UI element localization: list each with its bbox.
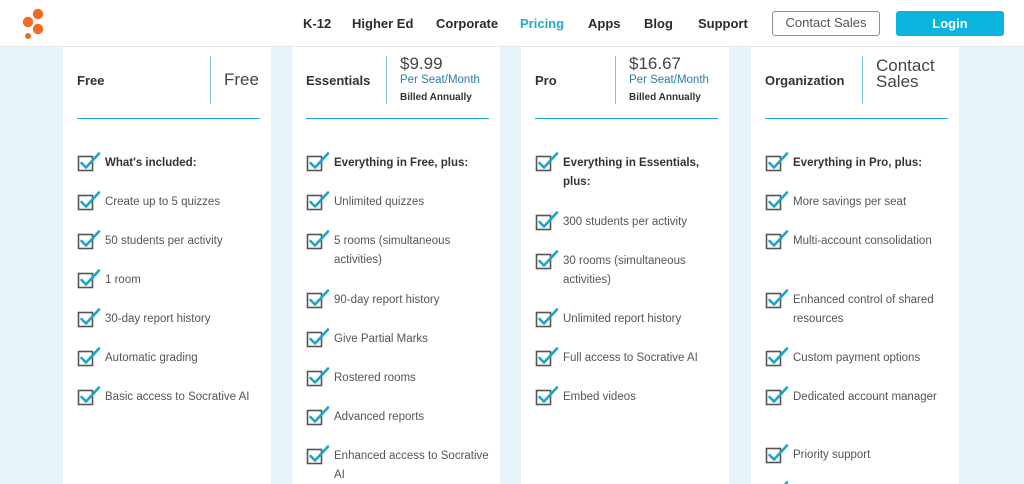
- checkbox-check-icon: [535, 385, 559, 407]
- feature-text: Priority support: [793, 449, 871, 461]
- plan-name: Pro: [535, 73, 557, 88]
- checkbox-check-icon: [535, 151, 559, 173]
- feature-text: Create up to 5 quizzes: [105, 196, 221, 208]
- feature-text: Basic access to Socrative AI: [105, 391, 250, 403]
- checkbox-check-icon: [306, 151, 330, 173]
- socrative-logo-icon[interactable]: [20, 7, 46, 39]
- feature-text: Automatic grading: [105, 352, 198, 364]
- feature-text: Give Partial Marks: [334, 333, 428, 345]
- feature-text: Embed videos: [563, 391, 636, 403]
- feature-text: Multi-account consolidation: [793, 235, 932, 247]
- feature-text: Everything in Pro, plus:: [793, 157, 923, 169]
- checkbox-check-icon: [77, 385, 101, 407]
- plan-name: Essentials: [306, 73, 371, 88]
- feature-text: Everything in Essentials, plus:: [563, 157, 700, 188]
- checkbox-check-icon: [765, 151, 789, 173]
- plan-card-pro: [521, 47, 729, 484]
- checkbox-check-icon: [535, 249, 559, 271]
- feature-text: Full access to Socrative AI: [563, 352, 698, 364]
- checkbox-check-icon: [535, 307, 559, 329]
- checkbox-check-icon: [306, 190, 330, 212]
- feature-text: 1 room: [105, 274, 141, 286]
- checkbox-check-icon: [77, 346, 101, 368]
- divider: [386, 56, 387, 104]
- top-navbar: [0, 0, 1024, 47]
- checkbox-check-icon: [535, 210, 559, 232]
- feature-text: Rostered rooms: [334, 372, 416, 384]
- feature-text: More savings per seat: [793, 196, 907, 208]
- divider: [862, 56, 863, 104]
- checkbox-check-icon: [765, 288, 789, 310]
- feature-text: Everything in Free, plus:: [334, 157, 469, 169]
- divider: [210, 56, 211, 104]
- nav-k12[interactable]: K-12: [303, 16, 332, 31]
- plan-card-essentials: [292, 47, 500, 484]
- checkbox-check-icon: [765, 229, 789, 251]
- feature-text: Dedicated account manager: [793, 391, 937, 403]
- checkbox-check-icon: [306, 288, 330, 310]
- checkbox-check-icon: [77, 307, 101, 329]
- plan-price: $16.67: [629, 54, 681, 73]
- checkbox-check-icon: [306, 327, 330, 349]
- login-button[interactable]: Login: [896, 11, 1004, 36]
- checkbox-check-icon: [306, 229, 330, 251]
- divider: [306, 118, 489, 119]
- feature-text: Advanced reports: [334, 411, 425, 423]
- plan-price: Free: [224, 70, 259, 89]
- feature-text: Unlimited quizzes: [334, 196, 425, 208]
- contact-sales-button[interactable]: Contact Sales: [772, 11, 880, 36]
- checkbox-check-icon: [306, 444, 330, 466]
- feature-text: 300 students per activity: [563, 216, 688, 228]
- feature-text: What's included:: [105, 157, 197, 169]
- checkbox-check-icon: [77, 229, 101, 251]
- nav-support[interactable]: Support: [698, 16, 748, 31]
- nav-corporate[interactable]: Corporate: [436, 16, 499, 31]
- feature-text: Enhanced access to Socrative AI: [334, 450, 489, 481]
- price-unit: Per Seat/Month: [400, 74, 480, 86]
- plan-card-free: [63, 47, 271, 484]
- checkbox-check-icon: [77, 268, 101, 290]
- nav-pricing[interactable]: Pricing: [520, 16, 565, 31]
- divider: [765, 118, 948, 119]
- checkbox-check-icon: [306, 405, 330, 427]
- plan-price: Contact Sales: [876, 56, 935, 91]
- price-unit: Per Seat/Month: [629, 74, 709, 86]
- checkbox-check-icon: [765, 385, 789, 407]
- plan-card-organization: [751, 47, 959, 484]
- plan-name: Free: [77, 73, 105, 88]
- checkbox-check-icon: [77, 151, 101, 173]
- divider: [535, 118, 718, 119]
- billing-note: Billed Annually: [400, 92, 472, 103]
- checkbox-check-icon: [77, 190, 101, 212]
- plan-price: $9.99: [400, 54, 443, 73]
- feature-text: Enhanced control of shared resources: [793, 294, 934, 325]
- checkbox-check-icon: [765, 443, 789, 465]
- billing-note: Billed Annually: [629, 92, 701, 103]
- checkbox-check-icon: [306, 366, 330, 388]
- checkbox-check-icon: [765, 346, 789, 368]
- feature-text: 5 rooms (simultaneous activities): [334, 235, 451, 266]
- nav-higher-ed[interactable]: Higher Ed: [352, 16, 414, 31]
- divider: [77, 118, 260, 119]
- feature-text: 30-day report history: [105, 313, 211, 325]
- feature-text: 90-day report history: [334, 294, 440, 306]
- checkbox-check-icon: [765, 480, 789, 484]
- feature-text: 30 rooms (simultaneous activities): [563, 255, 686, 286]
- feature-text: 50 students per activity: [105, 235, 223, 247]
- nav-apps[interactable]: Apps: [588, 16, 621, 31]
- feature-text: Custom payment options: [793, 352, 921, 364]
- checkbox-check-icon: [535, 346, 559, 368]
- plan-name: Organization: [765, 73, 845, 88]
- divider: [615, 56, 616, 104]
- checkbox-check-icon: [765, 190, 789, 212]
- feature-text: Unlimited report history: [563, 313, 682, 325]
- nav-blog[interactable]: Blog: [644, 16, 673, 31]
